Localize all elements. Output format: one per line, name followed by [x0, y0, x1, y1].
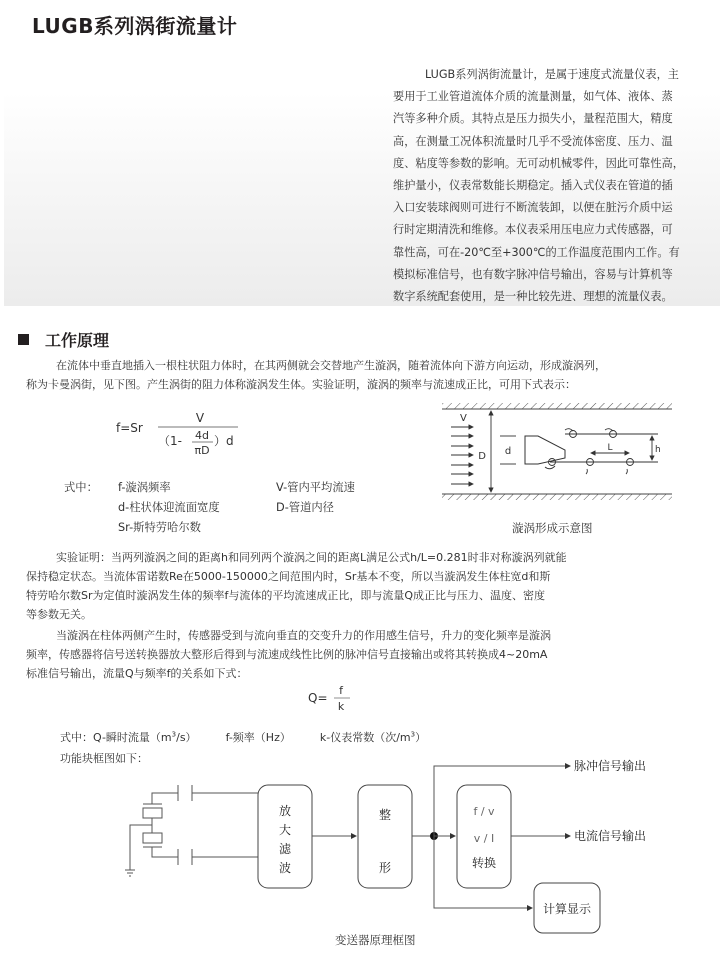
- formula-inner-numerator: 4d: [195, 429, 209, 442]
- definition-V: V-管内平均流速: [276, 481, 355, 494]
- formula2-denominator: k: [337, 700, 345, 713]
- svg-text:形: 形: [378, 861, 392, 875]
- svg-text:整: 整: [378, 808, 392, 822]
- square-bullet-icon: [18, 334, 29, 345]
- definition-f: f-漩涡频率: [118, 481, 171, 494]
- intro-line: 要用于工业管道流体介质的流量测量，如气体、液体、蒸: [393, 90, 673, 104]
- svg-text:波: 波: [278, 861, 292, 875]
- intro-paragraph: [393, 64, 709, 308]
- sensor-circuit: [125, 785, 260, 876]
- label-D: D: [478, 451, 486, 462]
- label-V: V: [460, 413, 467, 424]
- block-diagram-label: 功能块框图如下：: [60, 752, 148, 765]
- where-label: 式中：: [64, 481, 98, 494]
- svg-text:放: 放: [278, 804, 292, 818]
- pipe-wall-top: [442, 403, 672, 409]
- units-definition-line: 式中：Q-瞬时流量$(m^3/s)$ f-频率（Hz） k-仪表常数（次$/m^3$）: [60, 730, 427, 744]
- intro-line: 模拟标准信号，也有数字脉冲信号输出，容易与计算机等: [393, 267, 673, 281]
- label-h: h: [655, 445, 661, 455]
- label-d: d: [504, 446, 512, 457]
- transmitter-block-diagram: [110, 755, 720, 955]
- definition-d: d-柱状体迎流面宽度: [118, 501, 220, 514]
- definition-Sr: Sr-斯特劳哈尔数: [118, 521, 201, 534]
- svg-text:f / v: f / v: [473, 805, 495, 818]
- principle-paragraph-2: 实验证明：当两列漩涡之间的距离h和同列两个漩涡之间的距离L满足公式h/L=0.281时非对称漩涡列就能 保持稳定状态。当流体雷诺数Re在5000-150000之间范围内时，Sr基本不变，所以当漩涡发生体柱宽d和斯 特劳哈尔数Sr为定值时漩涡发生体的频率f与流体的平均流速成正比，即与流量Q成正比与压力、温度、密度 等参数无关。: [26, 551, 567, 621]
- intro-line: 维护量小，仪表常数能长期稳定。插入式仪表在管道的插: [393, 179, 673, 193]
- formula-numerator: V: [195, 411, 205, 425]
- intro-line: 靠性高，可在-20℃至+300℃的工作温度范围内工作。有: [393, 245, 680, 259]
- definition-D: D-管道内径: [276, 501, 334, 514]
- formula2-numerator: f: [339, 684, 343, 697]
- svg-text:转换: 转换: [471, 856, 497, 870]
- svg-text:滤: 滤: [278, 842, 292, 856]
- principle-paragraph-1: 在流体中垂直地插入一根柱状阻力体时，在其两侧就会交替地产生漩涡，随着流体向下游方向运动，形成漩涡列， 称为卡曼涡街，见下图。产生涡街的阻力体称漩涡发生体。实验证明，漩涡的频率与流速成正比，可用下式表示：: [26, 359, 606, 391]
- frequency-formula: [110, 400, 270, 460]
- intro-line: LUGB系列涡街流量计，是属于速度式流量仪表，主: [425, 68, 679, 81]
- section-heading: 工作原理: [18, 328, 109, 351]
- intro-line: 入口安装球阀则可进行不断流装卸，以便在脏污介质中运: [393, 201, 673, 215]
- principle-paragraph-3: 当漩涡在柱体两侧产生时，传感器受到与流向垂直的交变升力的作用感生信号，升力的变化频率是漩涡 频率，传感器将信号送转换器放大整形后得到与流速成线性比例的脉冲信号直接输出或将其转换成4~20mA 标准信号输出，流量Q与频率f的关系如下式：: [26, 629, 551, 680]
- formula-lhs: f=Sr: [116, 421, 143, 435]
- formula2-lhs: Q=: [308, 691, 328, 705]
- formula-inner-denominator: πD: [194, 444, 210, 457]
- bluff-body: [525, 436, 565, 464]
- intro-line: 汽等多种介质。其特点是压力损失小，量程范围大，精度: [393, 112, 673, 126]
- block-diagram-caption: 变送器原理框图: [335, 933, 416, 947]
- page-title: LUGB系列涡街流量计: [32, 14, 238, 38]
- intro-line: 度、粘度等参数的影响。无可动机械零件，因此可靠性高，: [393, 156, 684, 170]
- intro-line: 高，在测量工况体积流量时几乎不受流体密度、压力、温: [393, 134, 673, 148]
- intro-line: 数字系统配套使用，是一种比较先进、理想的流量仪表。: [393, 290, 673, 304]
- formula-den-open: （1-: [158, 434, 182, 448]
- pipe-wall-bottom: [442, 494, 672, 500]
- svg-text:计算显示: 计算显示: [542, 902, 592, 916]
- svg-text:v / I: v / I: [473, 832, 495, 845]
- current-output-label: 电流信号输出: [574, 829, 647, 843]
- svg-text:大: 大: [278, 823, 292, 837]
- vortex-diagram: [400, 395, 720, 515]
- vortex-figure-caption: 漩涡形成示意图: [512, 521, 593, 535]
- flow-arrows: [451, 427, 473, 484]
- intro-line: 行时定期清洗和维修。本仪表采用压电应力式传感器，可: [393, 223, 673, 237]
- pulse-output-label: 脉冲信号输出: [574, 759, 647, 773]
- vortices: [545, 429, 634, 474]
- label-L: L: [607, 443, 613, 453]
- flow-formula: [300, 680, 360, 716]
- formula-den-close: ）d: [214, 434, 234, 448]
